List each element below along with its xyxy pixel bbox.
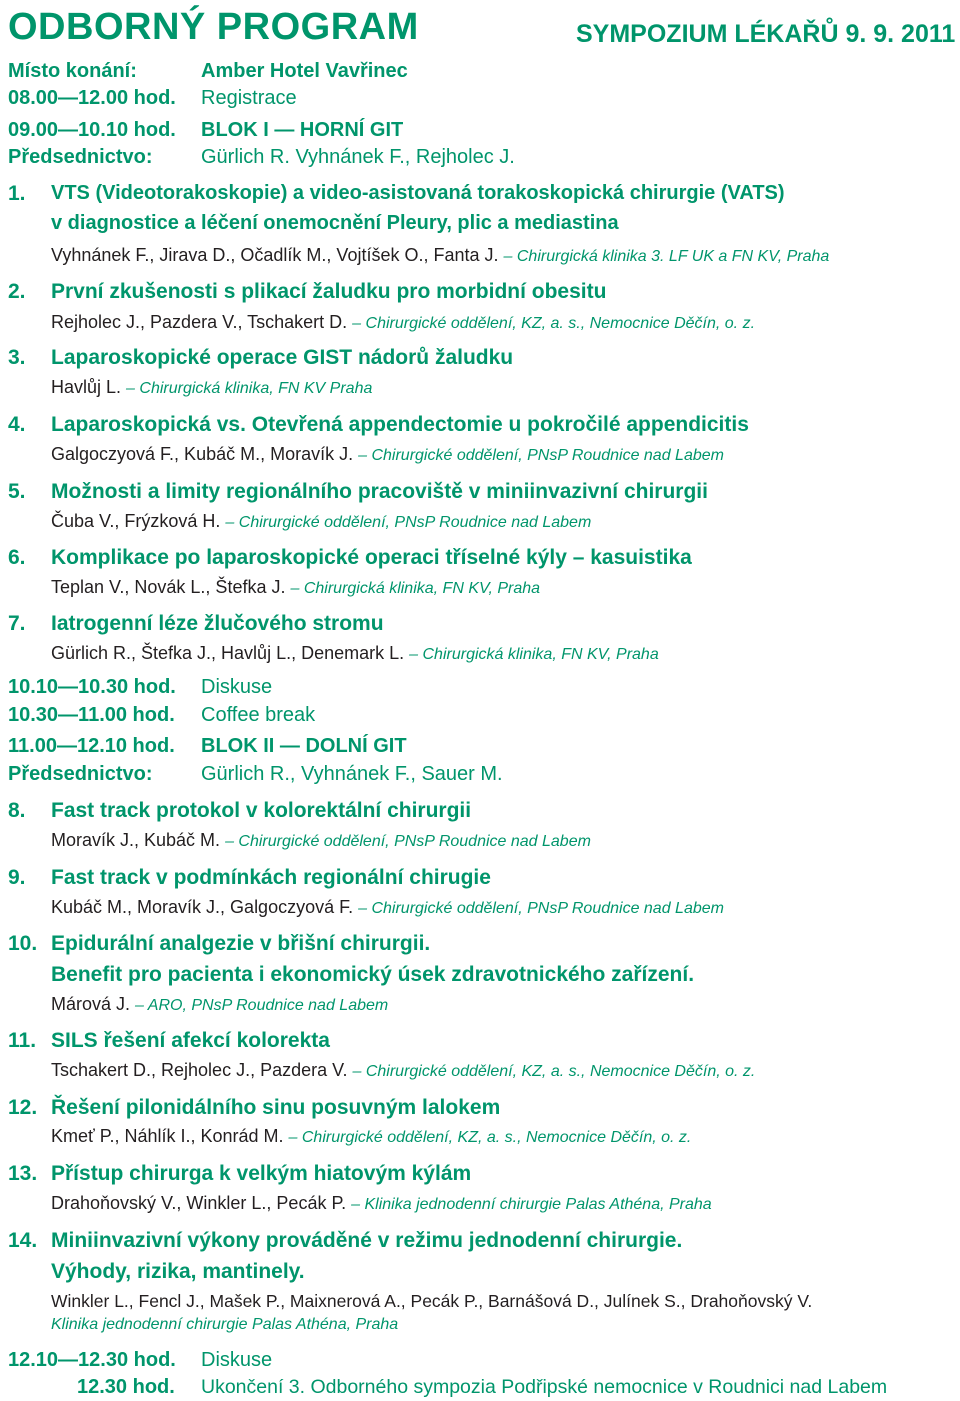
talk-title: Iatrogenní léze žlučového stromu — [51, 612, 384, 635]
talk-title: Možnosti a limity regionálního pracoviště v miniinvazivní chirurgii — [51, 480, 708, 503]
talk-number: 2. — [8, 280, 26, 303]
talk-number: 6. — [8, 546, 26, 569]
talk-affiliation: – Chirurgické oddělení, KZ, a. s., Nemocnice Děčín, o. z. — [288, 1129, 692, 1146]
talk-authors: Rejholec J., Pazdera V., Tschakert D. – Chirurgické oddělení, KZ, a. s., Nemocnice Děčín, o. z. — [51, 312, 756, 332]
talk-authors: Kubáč M., Moravík J., Galgoczyová F. – Chirurgické oddělení, PNsP Roudnice nad Labem — [51, 897, 724, 917]
talk-affiliation: – Chirurgická klinika, FN KV, Praha — [290, 580, 541, 597]
talk-authors: Havlůj L. – Chirurgická klinika, FN KV Praha — [51, 377, 373, 397]
talk-authors: Drahoňovský V., Winkler L., Pecák P. – Klinika jednodenní chirurgie Palas Athéna, Praha — [51, 1193, 712, 1213]
talk-title: Benefit pro pacienta i ekonomický úsek zdravotnického zařízení. — [51, 963, 695, 986]
venue-value: Amber Hotel Vavřinec — [201, 60, 408, 82]
talk-title: Komplikace po laparoskopické operaci tříselné kýly – kasuistika — [51, 546, 692, 569]
talk-number: 7. — [8, 612, 26, 635]
talk-number: 1. — [8, 182, 26, 205]
talk-number: 5. — [8, 480, 26, 503]
talk-affiliation: – ARO, PNsP Roudnice nad Labem — [135, 997, 389, 1014]
talk-title: VTS (Videotorakoskopie) a video-asistovaná torakoskopická chirurgie (VATS) — [51, 182, 785, 204]
talk-title: Epidurální analgezie v břišní chirurgii. — [51, 932, 431, 955]
talk-title: SILS řešení afekcí kolorekta — [51, 1029, 330, 1052]
talk-number: 4. — [8, 413, 26, 436]
talk-authors: Kmeť P., Náhlík I., Konrád M. – Chirurgické oddělení, KZ, a. s., Nemocnice Děčín, o. z. — [51, 1126, 692, 1146]
talk-title: Řešení pilonidálního sinu posuvným lalokem — [51, 1096, 501, 1119]
talk-authors: Winkler L., Fencl J., Mašek P., Maixnerová A., Pecák P., Barnášová D., Julínek S., Drahoňovský V. — [51, 1291, 813, 1311]
closing-time: 12.30 hod. — [77, 1376, 175, 1398]
talk-affiliation: – Chirurgické oddělení, PNsP Roudnice nad Labem — [225, 514, 592, 531]
talk-number: 9. — [8, 866, 26, 889]
talk-affiliation: – Chirurgické oddělení, PNsP Roudnice nad Labem — [358, 900, 724, 917]
break-label: Diskuse — [201, 676, 273, 698]
talk-number: 14. — [8, 1229, 38, 1252]
talk-title: První zkušenosti s plikací žaludku pro morbidní obesitu — [51, 280, 607, 303]
block1-time: 09.00—10.10 hod. — [8, 119, 176, 141]
symposium-date: SYMPOZIUM LÉKAŘŮ 9. 9. 2011 — [576, 20, 956, 48]
talk-affiliation: – Klinika jednodenní chirurgie Palas Athéna, Praha — [351, 1196, 712, 1213]
talk-authors: Gürlich R., Štefka J., Havlůj L., Denemark L. – Chirurgická klinika, FN KV, Praha — [51, 643, 659, 663]
page-title: ODBORNÝ PROGRAM — [8, 6, 419, 48]
talk-title: Přístup chirurga k velkým hiatovým kýlám — [51, 1162, 472, 1185]
talk-affiliation: – Chirurgické oddělení, PNsP Roudnice nad Labem — [358, 447, 724, 464]
registration-label: Registrace — [201, 87, 297, 109]
closing-time: 12.10—12.30 hod. — [8, 1349, 176, 1371]
registration-time: 08.00—12.00 hod. — [8, 87, 176, 109]
talk-title: Fast track v podmínkách regionální chirugie — [51, 866, 491, 889]
talk-number: 3. — [8, 346, 26, 369]
closing-label: Ukončení 3. Odborného sympozia Podřipské nemocnice v Roudnici nad Labem — [201, 1376, 888, 1398]
talk-title: Laparoskopické operace GIST nádorů žaludku — [51, 346, 514, 369]
talk-affiliation: – Chirurgická klinika, FN KV, Praha — [409, 646, 659, 663]
talk-affiliation: Klinika jednodenní chirurgie Palas Athéna, Praha — [51, 1316, 399, 1333]
talk-title: Fast track protokol v kolorektální chirurgii — [51, 799, 472, 822]
talk-number: 12. — [8, 1096, 38, 1119]
talk-affiliation: – Chirurgické oddělení, KZ, a. s., Nemocnice Děčín, o. z. — [352, 1063, 756, 1080]
talk-title: Laparoskopická vs. Otevřená appendectomie u pokročilé appendicitis — [51, 413, 749, 436]
block1-name: BLOK I — HORNÍ GIT — [201, 119, 404, 141]
talk-number: 8. — [8, 799, 26, 822]
block2-chair-value: Gürlich R., Vyhnánek F., Sauer M. — [201, 763, 503, 785]
block2-name: BLOK II — DOLNÍ GIT — [201, 735, 407, 757]
block2-chair-label: Předsednictvo: — [8, 763, 153, 785]
talk-authors: Čuba V., Frýzková H. – Chirurgické oddělení, PNsP Roudnice nad Labem — [51, 511, 592, 531]
venue-label: Místo konání: — [8, 60, 137, 82]
talk-authors: Teplan V., Novák L., Štefka J. – Chirurgická klinika, FN KV, Praha — [51, 577, 541, 597]
break-time: 10.30—11.00 hod. — [8, 704, 175, 726]
talk-title: Výhody, rizika, mantinely. — [51, 1260, 305, 1283]
talk-authors: Moravík J., Kubáč M. – Chirurgické oddělení, PNsP Roudnice nad Labem — [51, 830, 591, 850]
talk-number: 11. — [8, 1029, 37, 1052]
talk-title: Miniinvazivní výkony prováděné v režimu jednodenní chirurgie. — [51, 1229, 683, 1252]
break-time: 10.10—10.30 hod. — [8, 676, 176, 698]
talk-affiliation: – Chirurgická klinika 3. LF UK a FN KV, Praha — [503, 248, 830, 265]
talk-number: 10. — [8, 932, 38, 955]
block1-chair-label: Předsednictvo: — [8, 146, 153, 168]
block1-chair-value: Gürlich R. Vyhnánek F., Rejholec J. — [201, 146, 515, 168]
talk-authors: Vyhnánek F., Jirava D., Očadlík M., Vojtíšek O., Fanta J. – Chirurgická klinika 3. LF UK a FN KV, Praha — [51, 245, 830, 265]
block2-time: 11.00—12.10 hod. — [8, 735, 175, 757]
talk-authors: Márová J. – ARO, PNsP Roudnice nad Labem — [51, 994, 389, 1014]
talk-title: v diagnostice a léčení onemocnění Pleury, plic a mediastina — [51, 212, 619, 234]
break-label: Coffee break — [201, 704, 316, 726]
talk-affiliation: – Chirurgické oddělení, PNsP Roudnice nad Labem — [225, 833, 591, 850]
talk-number: 13. — [8, 1162, 38, 1185]
talk-affiliation: – Chirurgická klinika, FN KV Praha — [126, 380, 373, 397]
talk-affiliation: – Chirurgické oddělení, KZ, a. s., Nemocnice Děčín, o. z. — [352, 315, 756, 332]
talk-authors: Galgoczyová F., Kubáč M., Moravík J. – Chirurgické oddělení, PNsP Roudnice nad Labem — [51, 444, 724, 464]
talk-authors: Tschakert D., Rejholec J., Pazdera V. – Chirurgické oddělení, KZ, a. s., Nemocnice Děčín, o. z. — [51, 1060, 756, 1080]
closing-label: Diskuse — [201, 1349, 273, 1371]
